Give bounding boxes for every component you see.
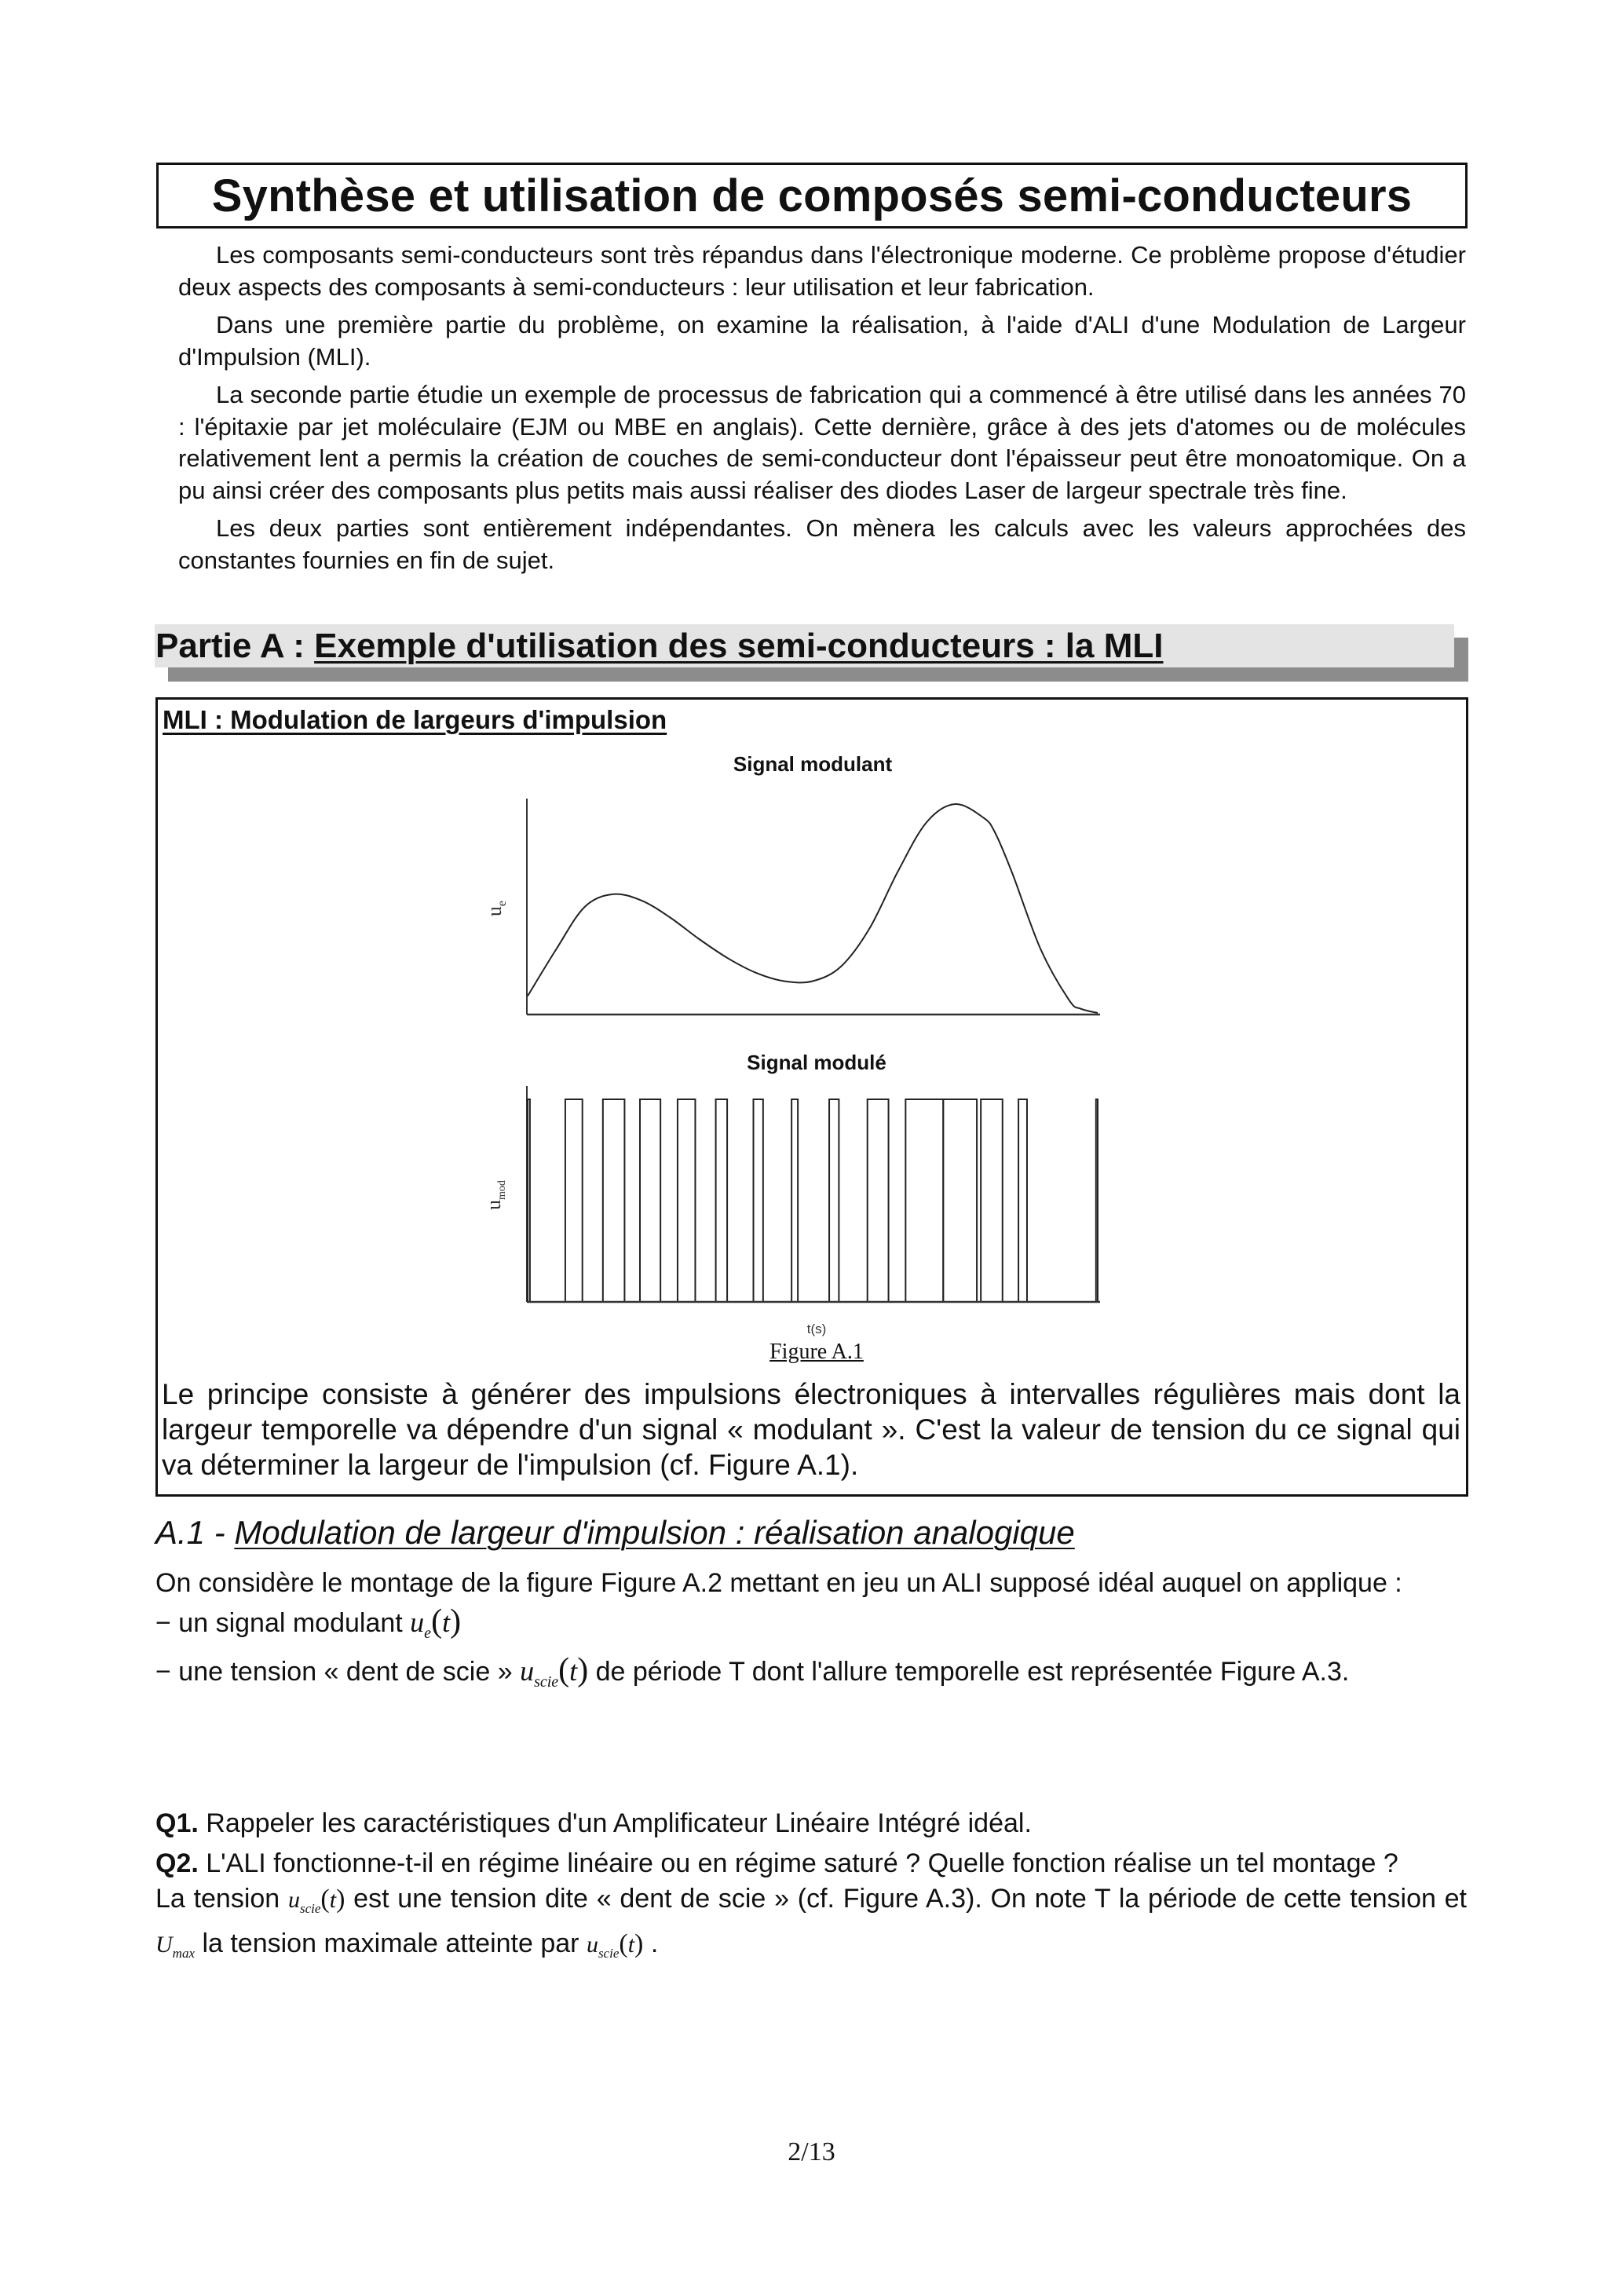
figure-caption: Figure A.1	[769, 1340, 864, 1364]
pulse-4	[678, 1099, 696, 1301]
math-var: u	[520, 1655, 535, 1687]
question-2	[155, 1846, 1467, 1881]
math-var: u	[410, 1607, 425, 1638]
section-a1-body	[155, 1566, 1467, 1700]
list-item-rest: de période T dont l'allure temporelle est représentée Figure A.3.	[588, 1657, 1350, 1687]
list-item-scie	[155, 1653, 1467, 1700]
list-item-text: − une tension « dent de scie »	[155, 1657, 521, 1687]
closing-paragraph	[155, 1881, 1467, 1971]
chart-title-module: Signal modulé	[747, 1051, 886, 1074]
closing-text: est une tension dite « dent de scie » (cf. Figure A.3). On note T la période de cette tension et	[353, 1884, 1467, 1914]
question-text: L'ALI fonctionne-t-il en régime linéaire ou en régime saturé ? Quelle fonction réalise un tel montage ?	[198, 1848, 1398, 1878]
question-1	[155, 1806, 1467, 1841]
y-axis-label-sub: e	[495, 901, 510, 907]
plot-signal-modulant	[527, 799, 1100, 1015]
pulse-2	[603, 1099, 625, 1301]
figure-explanation: Le principe consiste à générer des impulsions électroniques à intervalles régulières mais dont la largeur temporelle va dépendre d'un signal « modulant ». C'est la valeur de tension du ce signal qui va déterminer la largeur de l'impulsion (cf. Figure A.1).	[162, 1378, 1460, 1481]
pulse-5	[716, 1099, 728, 1301]
y-axis-label-main: u	[481, 1200, 505, 1211]
pulse-1	[565, 1099, 583, 1301]
closing-text: la tension maximale atteinte par	[202, 1929, 587, 1958]
intro-paragraph: La seconde partie étudie un exemple de processus de fabrication qui a commencé à être utilisé dans les années 70 : l'épitaxie par jet moléculaire (EJM ou MBE en anglais). Cette dernière, grâce à des jets d'atomes ou de molécules relativement lent a permis la création de couches de semi-conducteur dont l'épaisseur peut être monoatomique. On a pu ainsi créer des composants plus petits mais aussi réaliser des diodes Laser de largeur spectrale très fine.	[178, 381, 1466, 504]
math-uscie: $u_{scie}(t)$	[520, 1652, 589, 1691]
plot-signal-module	[527, 1086, 1100, 1302]
math-sub: e	[424, 1625, 432, 1643]
math-uscie: $u_{scie}(t)$	[586, 1929, 644, 1961]
part-a-prefix: Partie A :	[155, 627, 315, 665]
pulse-group	[528, 1099, 1098, 1301]
figure-box-heading: MLI : Modulation de largeurs d'impulsion	[163, 705, 667, 734]
math-sub: scie	[534, 1673, 559, 1691]
closing-text: La tension	[155, 1884, 288, 1914]
closing-text: .	[643, 1929, 659, 1958]
math-arg: t	[569, 1655, 578, 1687]
math-ue: $u_e(t)$	[410, 1603, 462, 1643]
x-axis-label-module: t(s)	[806, 1322, 827, 1336]
pulse-13	[1018, 1099, 1027, 1301]
math-uscie: $u_{scie}(t)$	[287, 1885, 345, 1916]
pulse-7	[791, 1099, 798, 1301]
math-sub: max	[172, 1946, 195, 1961]
math-umax	[155, 1932, 195, 1961]
intro-paragraph: Les composants semi-conducteurs sont très répandus dans l'électronique moderne. Ce problème propose d'étudier deux aspects des composants à semi-conducteurs : leur utilisation et leur fabrication.	[178, 241, 1466, 301]
pulse-3	[640, 1099, 660, 1301]
question-label: Q2.	[155, 1848, 199, 1878]
pulse-14	[1096, 1099, 1098, 1301]
section-a1-heading	[155, 1514, 1075, 1552]
math-sub: scie	[598, 1946, 620, 1961]
y-axis-label-sub: mod	[496, 1180, 509, 1201]
y-axis-label-main: u	[482, 906, 506, 917]
chart-title-modulant: Signal modulant	[733, 752, 893, 776]
list-item-modulant	[155, 1604, 1467, 1651]
document-title: Synthèse et utilisation de composés semi-conducteurs	[211, 170, 1413, 221]
math-sub: scie	[299, 1901, 321, 1916]
questions-block	[155, 1806, 1467, 1971]
intro-paragraph: Les deux parties sont entièrement indépendantes. On mènera les calculs avec les valeurs approchées des constantes fournies en fin de sujet.	[178, 514, 1466, 574]
question-text: Rappeler les caractéristiques d'un Amplificateur Linéaire Intégré idéal.	[198, 1808, 1032, 1838]
section-title: Modulation de largeur d'impulsion : réalisation analogique	[234, 1514, 1075, 1551]
pulse-12	[981, 1099, 1003, 1301]
section-intro: On considère le montage de la figure Figure A.2 mettant en jeu un ALI supposé idéal auquel on applique :	[155, 1568, 1402, 1598]
pulse-10	[905, 1099, 943, 1301]
y-axis-label-module	[482, 1180, 509, 1210]
page-number: 2/13	[788, 2137, 835, 2166]
math-var: u	[287, 1887, 300, 1913]
math-var: U	[155, 1932, 173, 1958]
question-label: Q1.	[155, 1808, 199, 1838]
math-arg: t	[627, 1932, 635, 1958]
series-line-modulant	[528, 804, 1098, 1013]
pulse-0	[528, 1099, 530, 1301]
pulse-8	[829, 1099, 839, 1301]
pulse-9	[868, 1099, 889, 1301]
math-arg: t	[329, 1887, 337, 1913]
part-a-title: Exemple d'utilisation des semi-conducteurs : la MLI	[314, 627, 1164, 665]
list-item-text: − un signal modulant	[155, 1608, 411, 1638]
math-var: u	[586, 1932, 598, 1958]
pulse-6	[753, 1099, 762, 1301]
intro-paragraph: Dans une première partie du problème, on examine la réalisation, à l'aide d'ALI d'une Modulation de Largeur d'Impulsion (MLI).	[178, 311, 1466, 371]
math-arg: t	[442, 1607, 451, 1638]
section-number: A.1 -	[155, 1514, 235, 1551]
pulse-11	[943, 1099, 977, 1301]
